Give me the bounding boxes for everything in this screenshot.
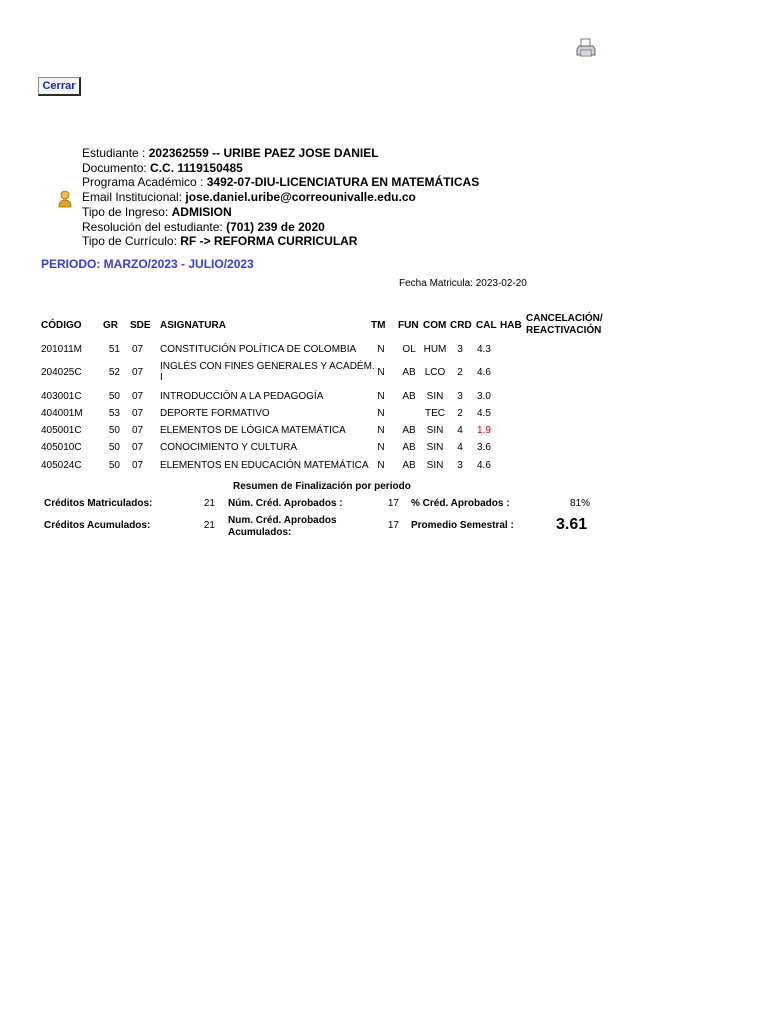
cell-crd: 4	[457, 425, 463, 436]
cell-tm: N	[377, 344, 385, 355]
fecha-matricula: Fecha Matricula: 2023-02-20	[399, 278, 527, 289]
cell-codigo: 204025C	[41, 367, 82, 378]
cell-com: HUM	[423, 344, 447, 355]
cell-asignatura: CONSTITUCIÓN POLÍTICA DE COLOMBIA	[160, 344, 357, 355]
cell-tm: N	[377, 425, 385, 436]
cell-fun: AB	[402, 442, 416, 453]
cell-sde: 07	[132, 460, 144, 471]
cell-cal: 3.6	[477, 442, 491, 453]
header-crd: CRD	[450, 320, 472, 331]
close-button[interactable]: Cerrar	[38, 77, 81, 96]
cell-sde: 07	[132, 425, 144, 436]
creditos-matriculados-value: 21	[203, 498, 215, 509]
student-user-icon	[58, 190, 72, 208]
cell-gr: 52	[108, 367, 120, 378]
num-cred-aprobados-acum-value: 17	[387, 520, 399, 531]
header-com: COM	[423, 320, 447, 331]
cell-cal: 3.0	[477, 391, 491, 402]
header-codigo: CÓDIGO	[41, 320, 82, 331]
cell-codigo: 404001M	[41, 408, 83, 419]
cell-crd: 2	[457, 408, 463, 419]
cell-com: LCO	[424, 367, 446, 378]
header-cal: CAL	[476, 320, 497, 331]
curriculo-row: Tipo de Currículo: RF -> REFORMA CURRICULAR	[82, 234, 358, 249]
cell-fun: AB	[402, 460, 416, 471]
creditos-matriculados-label: Créditos Matriculados:	[44, 498, 153, 509]
cell-gr: 53	[108, 408, 120, 419]
cell-cal: 4.6	[477, 460, 491, 471]
cell-asignatura: ELEMENTOS EN EDUCACIÓN MATEMÁTICA	[160, 460, 369, 471]
num-cred-aprobados-label: Núm. Créd. Aprobados :	[228, 498, 343, 509]
cell-fun: AB	[402, 367, 416, 378]
cell-sde: 07	[132, 442, 144, 453]
cell-crd: 3	[457, 344, 463, 355]
cell-asignatura: CONOCIMIENTO Y CULTURA	[160, 442, 298, 453]
cell-fun: OL	[402, 344, 416, 355]
cell-tm: N	[377, 460, 385, 471]
cell-codigo: 403001C	[41, 391, 82, 402]
cell-fun: AB	[402, 391, 416, 402]
cell-tm: N	[377, 391, 385, 402]
header-asignatura: ASIGNATURA	[160, 320, 226, 331]
email-row: Email Institucional: jose.daniel.uribe@correounivalle.edu.co	[82, 190, 416, 205]
cell-com: SIN	[426, 442, 444, 453]
programa-row: Programa Académico : 3492-07-DIU-LICENCIATURA EN MATEMÁTICAS	[82, 175, 480, 190]
cell-gr: 50	[108, 425, 120, 436]
header-hab: HAB	[500, 320, 522, 331]
pct-cred-aprobados-label: % Créd. Aprobados :	[411, 498, 510, 509]
cell-com: SIN	[426, 391, 444, 402]
cell-sde: 07	[132, 367, 144, 378]
cell-cal: 1.9	[477, 425, 491, 436]
cell-cal: 4.3	[477, 344, 491, 355]
header-tm: TM	[371, 320, 386, 331]
resolucion-row: Resolución del estudiante: (701) 239 de 2020	[82, 219, 325, 234]
cell-sde: 07	[132, 344, 144, 355]
header-fun: FUN	[398, 320, 419, 331]
cell-asignatura: INTRODUCCIÓN A LA PEDAGOGÍA	[160, 391, 324, 402]
cell-cal: 4.5	[477, 408, 491, 419]
cell-sde: 07	[132, 391, 144, 402]
cell-tm: N	[377, 367, 385, 378]
cell-crd: 3	[457, 460, 463, 471]
cell-sde: 07	[132, 408, 144, 419]
cell-gr: 51	[108, 344, 120, 355]
cell-tm: N	[377, 442, 385, 453]
cell-crd: 2	[457, 367, 463, 378]
cell-com: TEC	[425, 408, 445, 419]
cell-gr: 50	[108, 460, 120, 471]
printer-icon[interactable]	[576, 38, 596, 58]
cell-asignatura: INGLÉS CON FINES GENERALES Y ACADÉM. I	[160, 361, 375, 383]
cell-gr: 50	[108, 442, 120, 453]
cell-asignatura: ELEMENTOS DE LÓGICA MATEMÁTICA	[160, 425, 346, 436]
documento-row: Documento: C.C. 1119150485	[82, 160, 243, 175]
creditos-acumulados-label: Créditos Acumulados:	[44, 520, 151, 531]
cell-codigo: 201011M	[41, 344, 82, 355]
num-cred-aprobados-value: 17	[387, 498, 399, 509]
header-gr: GR	[103, 320, 118, 331]
cell-tm: N	[377, 408, 385, 419]
header-cancelacion: CANCELACIÓN/ REACTIVACIÓN	[526, 313, 603, 336]
cell-crd: 3	[457, 391, 463, 402]
cell-gr: 50	[108, 391, 120, 402]
cell-codigo: 405001C	[41, 425, 82, 436]
cell-fun: AB	[402, 425, 416, 436]
estudiante-row: Estudiante : 202362559 -- URIBE PAEZ JOSE DANIEL	[82, 146, 379, 160]
cell-cal: 4.6	[477, 367, 491, 378]
cell-com: SIN	[426, 460, 444, 471]
cell-crd: 4	[457, 442, 463, 453]
num-cred-aprobados-acum-label: Num. Créd. Aprobados Acumulados:	[228, 515, 337, 538]
header-sde: SDE	[130, 320, 151, 331]
promedio-semestral-value: 3.61	[556, 516, 588, 533]
creditos-acumulados-value: 21	[203, 520, 215, 531]
cell-asignatura: DEPORTE FORMATIVO	[160, 408, 270, 419]
pct-cred-aprobados-value: 81%	[569, 498, 590, 509]
periodo-title: PERIODO: MARZO/2023 - JULIO/2023	[41, 257, 254, 271]
cell-codigo: 405024C	[41, 460, 82, 471]
cell-codigo: 405010C	[41, 442, 82, 453]
cell-com: SIN	[426, 425, 444, 436]
promedio-semestral-label: Promedio Semestral :	[411, 520, 514, 531]
student-info	[82, 146, 479, 249]
ingreso-row: Tipo de Ingreso: ADMISION	[82, 204, 232, 219]
summary-title: Resumen de Finalización por periodo	[233, 481, 411, 492]
